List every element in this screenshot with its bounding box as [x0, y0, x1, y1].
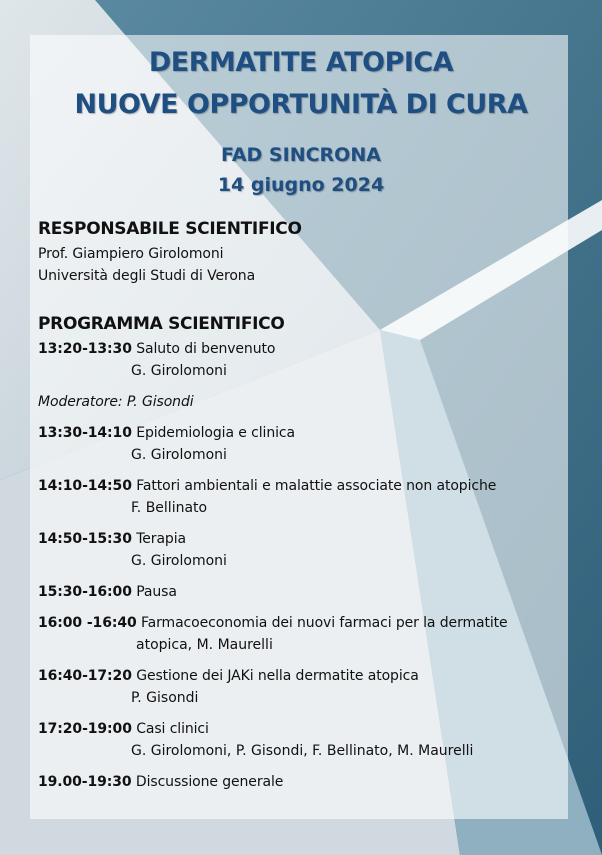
- program-title: Farmacoeconomia dei nuovi farmaci per la dermatite: [140, 615, 508, 631]
- responsabile-affiliation: Università degli Studi di Verona: [38, 268, 256, 284]
- responsabile-heading: RESPONSABILE SCIENTIFICO: [38, 219, 302, 239]
- program-time: 19.00-19:30: [38, 774, 132, 790]
- event-format: FAD SINCRONA: [221, 144, 381, 166]
- moderator: Moderatore: P. Gisondi: [38, 394, 194, 410]
- program-item: [38, 341, 275, 357]
- program-time: 15:30-16:00: [38, 584, 132, 600]
- programma-heading: PROGRAMMA SCIENTIFICO: [38, 314, 285, 334]
- program-title: Discussione generale: [135, 774, 284, 790]
- program-time: 13:20-13:30: [38, 341, 132, 357]
- program-item: [38, 721, 209, 737]
- program-time: 17:20-19:00: [38, 721, 132, 737]
- program-title: Gestione dei JAKi nella dermatite atopica: [136, 668, 419, 684]
- program-speaker: P. Gisondi: [131, 690, 199, 706]
- program-time: 16:40-17:20: [38, 668, 132, 684]
- title-line-1: DERMATITE ATOPICA: [148, 47, 454, 78]
- program-item: [38, 478, 496, 494]
- program-title: Terapia: [136, 531, 186, 547]
- program-speaker: atopica, M. Maurelli: [136, 637, 273, 653]
- program-time: 16:00 -16:40: [38, 615, 137, 631]
- program-title: Casi clinici: [136, 721, 209, 737]
- program-title: Saluto di benvenuto: [136, 341, 276, 357]
- program-title: Fattori ambientali e malattie associate non atopiche: [136, 478, 497, 494]
- program-time: 13:30-14:10: [38, 425, 132, 441]
- program-title: Pausa: [136, 584, 177, 600]
- program-time: 14:50-15:30: [38, 531, 132, 547]
- program-item: [38, 425, 295, 441]
- program-item: [38, 531, 186, 547]
- event-date: 14 giugno 2024: [217, 174, 385, 196]
- program-item: [38, 774, 283, 790]
- program-item: [38, 668, 419, 684]
- program-item: [38, 584, 177, 600]
- program-speaker: G. Girolomoni: [131, 553, 227, 569]
- title-line-2: NUOVE OPPORTUNITÀ DI CURA: [74, 89, 528, 120]
- program-item: [38, 615, 508, 631]
- program-speaker: F. Bellinato: [131, 500, 208, 516]
- responsabile-name: Prof. Giampiero Girolomoni: [38, 246, 224, 262]
- program-time: 14:10-14:50: [38, 478, 132, 494]
- program-speaker: G. Girolomoni: [131, 363, 227, 379]
- program-speaker: G. Girolomoni, P. Gisondi, F. Bellinato, M. Maurelli: [131, 743, 474, 759]
- program-speaker: G. Girolomoni: [131, 447, 227, 463]
- program-title: Epidemiologia e clinica: [136, 425, 295, 441]
